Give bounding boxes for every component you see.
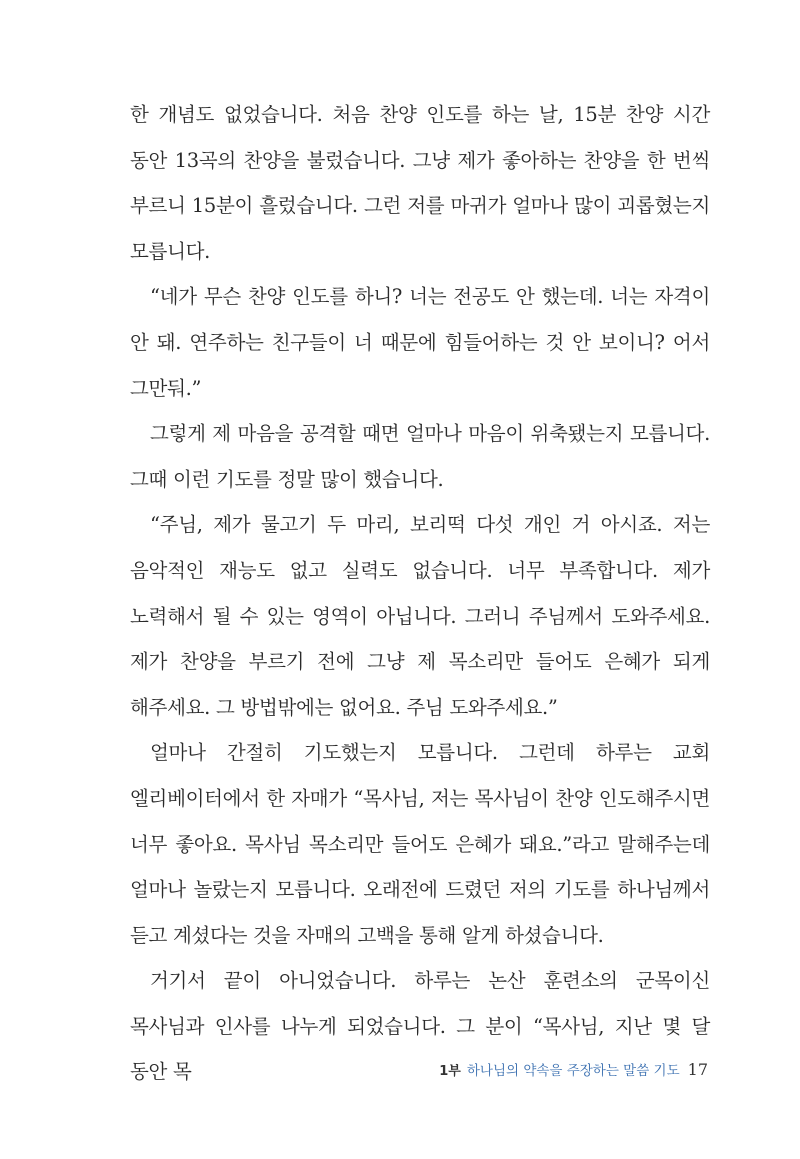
paragraph-4: “주님, 제가 물고기 두 마리, 보리떡 다섯 개인 거 아시죠. 저는 음악적인 재능도 없고 실력도 없습니다. 너무 부족합니다. 제가 노력해서 될 수 있는 영역이 아닙니다. 그러니 주님께서 도와주세요. 제가 찬양을 부르기 전에 그냥 제 목소리만 들어도 은혜가 되게 해주세요. 그 방법밖에는 없어요. 주님 도와주세요.” xyxy=(130,513,710,719)
paragraph-3: 그렇게 제 마음을 공격할 때면 얼마나 마음이 위축됐는지 모릅니다. 그때 이런 기도를 정말 많이 했습니다. xyxy=(130,422,710,491)
body-text xyxy=(130,92,710,1095)
running-footer xyxy=(439,1059,708,1079)
paragraph-2: “네가 무슨 찬양 인도를 하니? 너는 전공도 안 했는데. 너는 자격이 안 돼. 연주하는 친구들이 너 때문에 힘들어하는 것 안 보이니? 어서 그만둬.” xyxy=(130,285,710,400)
page-number: 17 xyxy=(687,1060,708,1079)
paragraph-6: 거기서 끝이 아니었습니다. 하루는 논산 훈련소의 군목이신 목사님과 인사를 나누게 되었습니다. 그 분이 “목사님, 지난 몇 달 동안 목 xyxy=(130,969,710,1084)
footer-part-label: 1부 xyxy=(439,1064,461,1079)
footer-chapter-title: 하나님의 약속을 주장하는 말씀 기도 xyxy=(466,1063,680,1079)
paragraph-1: 한 개념도 없었습니다. 처음 찬양 인도를 하는 날, 15분 찬양 시간 동안 13곡의 찬양을 불렀습니다. 그냥 제가 좋아하는 찬양을 한 번씩 부르니 15분이 흘렀습니다. 그런 저를 마귀가 얼마나 많이 괴롭혔는지 모릅니다. xyxy=(130,103,710,263)
paragraph-5: 얼마나 간절히 기도했는지 모릅니다. 그런데 하루는 교회 엘리베이터에서 한 자매가 “목사님, 저는 목사님이 찬양 인도해주시면 너무 좋아요. 목사님 목소리만 들어도 은혜가 돼요.”라고 말해주는데 얼마나 놀랐는지 모릅니다. 오래전에 드렸던 저의 기도를 하나님께서 듣고 계셨다는 것을 자매의 고백을 통해 알게 하셨습니다. xyxy=(130,741,710,947)
